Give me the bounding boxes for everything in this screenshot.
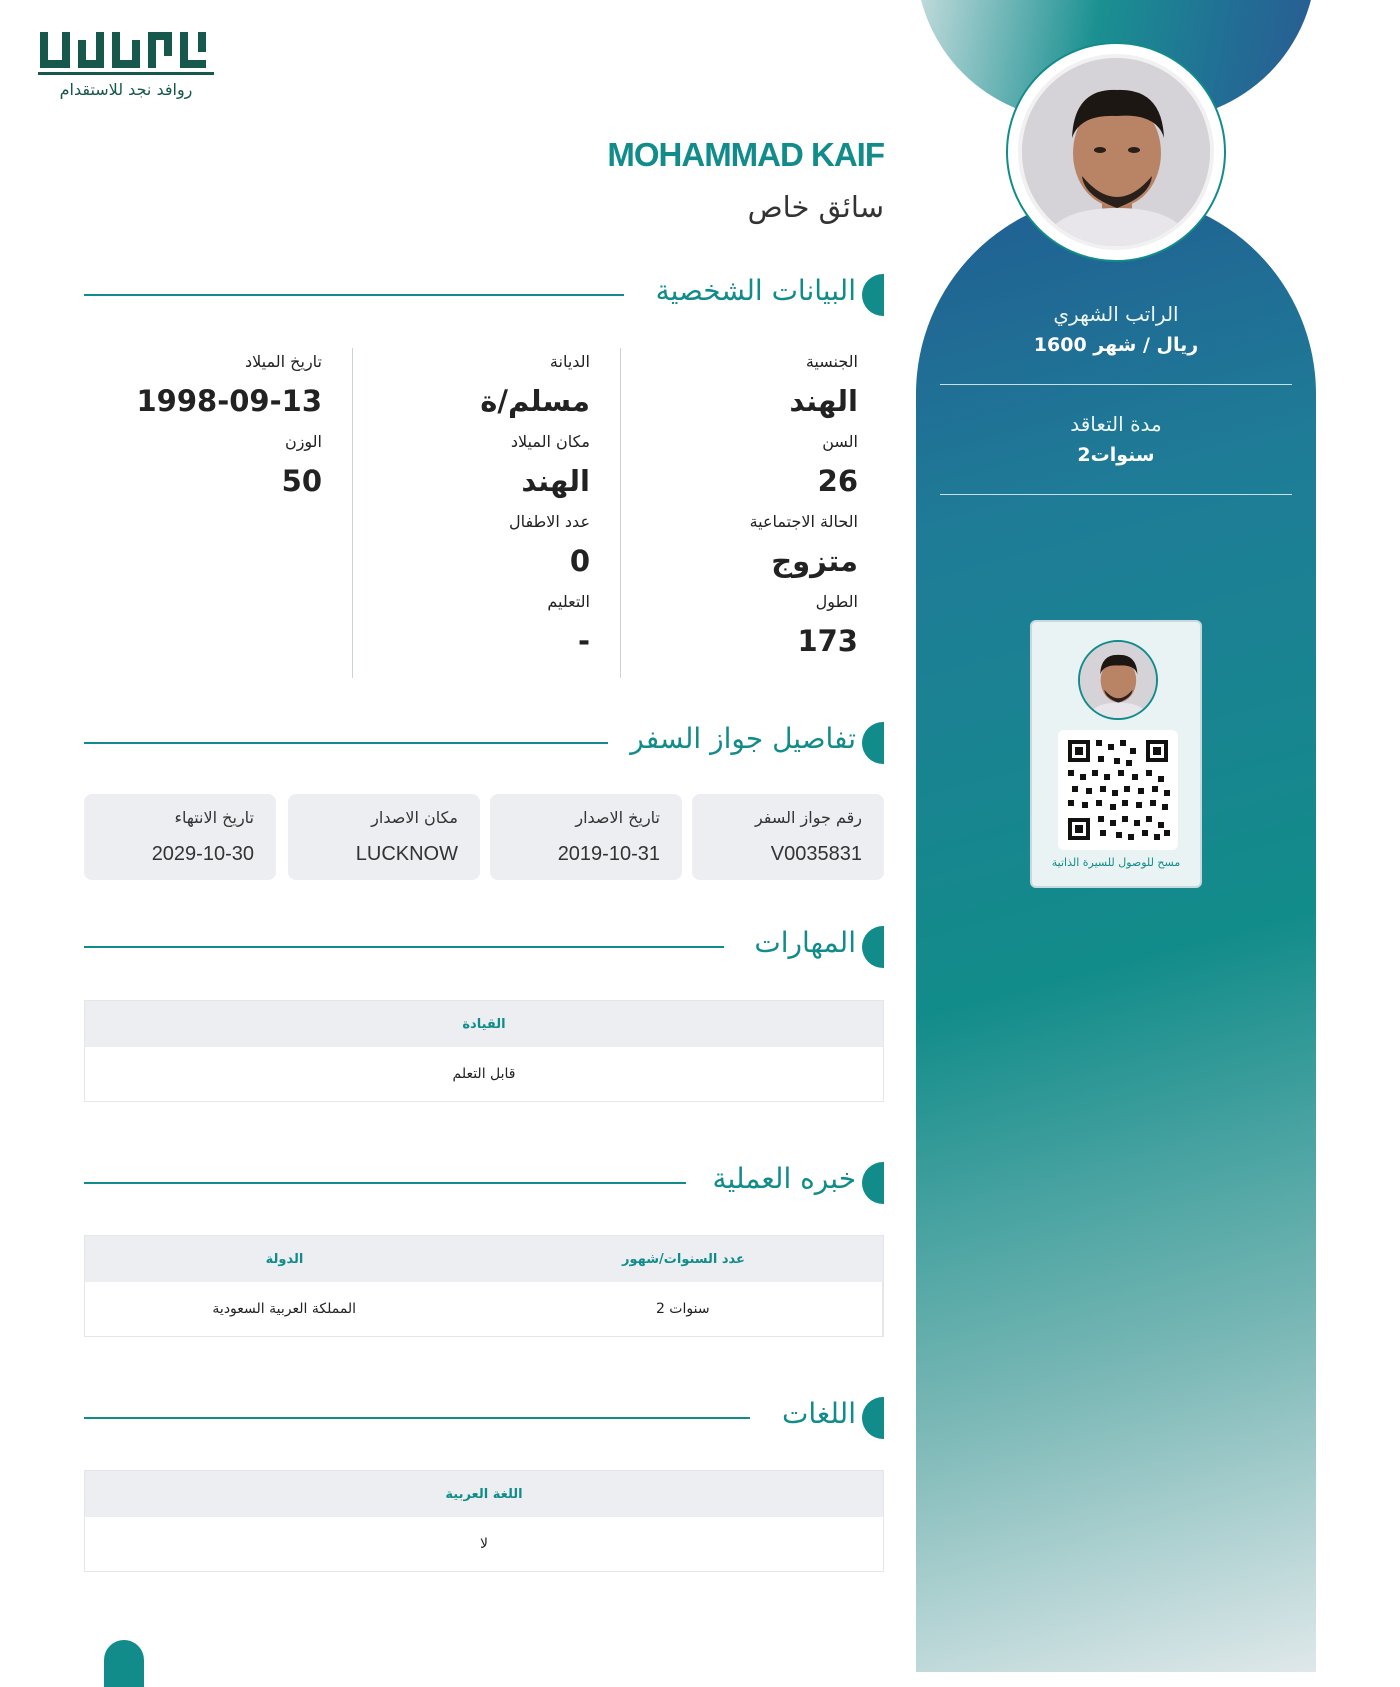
- age-value: 26: [817, 464, 858, 498]
- section-accent: [862, 722, 884, 764]
- issue-date-label: تاريخ الاصدار: [575, 808, 660, 827]
- section-rule: [84, 742, 608, 744]
- skill-value: قابل التعلم: [452, 1066, 516, 1082]
- skills-table: [84, 1000, 884, 1102]
- section-header-skills: [84, 926, 884, 968]
- section-title: البيانات الشخصية: [655, 274, 856, 307]
- section-accent: [862, 1397, 884, 1439]
- contract-label: مدة التعاقد: [1070, 412, 1162, 436]
- education-value: -: [577, 624, 590, 658]
- passport-issue-place-card: [288, 794, 480, 880]
- country-value: المملكة العربية السعودية: [212, 1301, 357, 1317]
- candidate-job-title: سائق خاص: [747, 190, 884, 224]
- age-label: السن: [822, 432, 858, 451]
- sidebar-divider: [940, 384, 1292, 385]
- section-accent: [862, 926, 884, 968]
- expiry-label: تاريخ الانتهاء: [174, 808, 254, 827]
- salary-value: 1600 ريال / شهر: [1033, 334, 1199, 356]
- table-row: [85, 1047, 883, 1101]
- profile-photo: [1018, 54, 1214, 250]
- languages-table: [84, 1470, 884, 1572]
- passport-issue-date-card: [490, 794, 682, 880]
- duration-header: عدد السنوات/شهور: [622, 1251, 745, 1267]
- section-title: تفاصيل جواز السفر: [630, 722, 856, 755]
- issue-place-value: LUCKNOW: [355, 843, 458, 865]
- qr-caption: مسح للوصول للسيرة الذاتية: [1051, 856, 1181, 869]
- table-header: [85, 1236, 883, 1282]
- birthplace-label: مكان الميلاد: [510, 432, 590, 451]
- candidate-name: MOHAMMAD KAIF: [607, 136, 884, 173]
- section-title: اللغات: [782, 1397, 856, 1430]
- section-header-passport: [84, 722, 884, 764]
- experience-table: [84, 1235, 884, 1337]
- personal-column-2: [350, 352, 590, 672]
- section-accent: [862, 274, 884, 316]
- passport-number-card: [692, 794, 884, 880]
- passport-number-value: V0035831: [770, 843, 862, 865]
- section-rule: [84, 1417, 750, 1419]
- section-rule: [84, 294, 624, 296]
- qr-code-icon[interactable]: [1058, 730, 1178, 850]
- passport-expiry-card: [84, 794, 276, 880]
- table-row: [85, 1282, 883, 1336]
- religion-value: مسلم/ة: [480, 384, 590, 418]
- section-header-personal: [84, 274, 884, 316]
- children-value: 0: [569, 544, 590, 578]
- skill-header: القيادة: [462, 1016, 506, 1032]
- table-row: [85, 1517, 883, 1571]
- language-value: لا: [480, 1536, 488, 1552]
- salary-label: الراتب الشهري: [1053, 302, 1179, 326]
- education-label: التعليم: [547, 592, 590, 611]
- contract-value: 2سنوات: [1077, 444, 1155, 466]
- height-value: 173: [797, 624, 858, 658]
- height-label: الطول: [815, 592, 858, 611]
- company-tagline: روافد نجد للاستقدام: [59, 80, 193, 99]
- passport-number-label: رقم جواز السفر: [754, 808, 862, 827]
- marital-value: متزوج: [771, 544, 858, 578]
- section-title: المهارات: [754, 926, 856, 959]
- nationality-label: الجنسية: [805, 352, 858, 371]
- country-header: الدولة: [265, 1251, 304, 1267]
- contract-block: [940, 412, 1292, 466]
- birthplace-value: الهند: [521, 464, 590, 498]
- footer-accent: [104, 1640, 144, 1687]
- children-label: عدد الاطفال: [508, 512, 590, 531]
- section-accent: [862, 1162, 884, 1204]
- personal-column-1: [618, 352, 858, 672]
- duration-value: 2 سنوات: [484, 1282, 884, 1336]
- cv-qr-card[interactable]: [1030, 620, 1202, 888]
- salary-block: [940, 302, 1292, 356]
- table-header: [85, 1471, 883, 1517]
- section-rule: [84, 946, 724, 948]
- personal-column-3: [82, 352, 322, 512]
- nationality-value: الهند: [789, 384, 858, 418]
- issue-place-label: مكان الاصدار: [371, 808, 458, 827]
- profile-photo-frame: [1006, 42, 1226, 262]
- language-header: اللغة العربية: [445, 1486, 523, 1502]
- birthdate-value: 1998-09-13: [136, 384, 322, 418]
- marital-label: الحالة الاجتماعية: [749, 512, 858, 531]
- issue-date-value: 2019-10-31: [557, 843, 660, 865]
- weight-value: 50: [281, 464, 322, 498]
- sidebar-divider: [940, 494, 1292, 495]
- section-title: خبره العملية: [712, 1162, 856, 1195]
- section-header-languages: [84, 1397, 884, 1439]
- expiry-value: 2029-10-30: [151, 843, 254, 865]
- table-header: [85, 1001, 883, 1047]
- weight-label: الوزن: [284, 432, 322, 451]
- birthdate-label: تاريخ الميلاد: [245, 352, 322, 371]
- religion-label: الديانة: [549, 352, 590, 371]
- qr-card-avatar: [1078, 640, 1158, 720]
- section-rule: [84, 1182, 686, 1184]
- section-header-experience: [84, 1162, 884, 1204]
